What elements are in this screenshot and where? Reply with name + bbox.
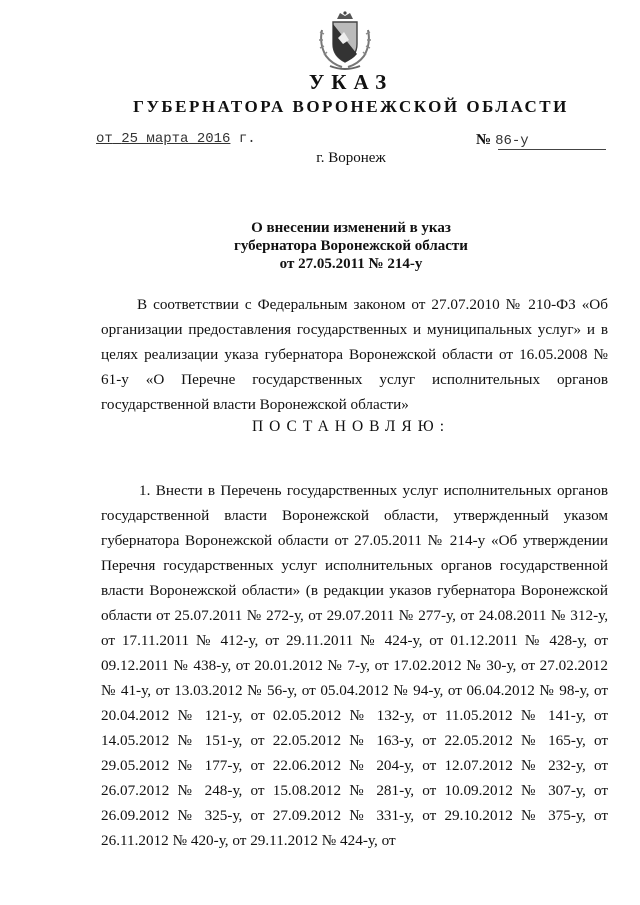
resolve-heading: ПОСТАНОВЛЯЮ: <box>251 418 451 435</box>
number-value: 86-у <box>495 133 529 149</box>
number-sign: № <box>476 132 492 148</box>
subject-line: от 27.05.2011 № 214-у <box>279 256 423 272</box>
date-suffix: г. <box>238 131 256 147</box>
date-prefix: от <box>96 131 113 147</box>
item-1-paragraph: 1. Внести в Перечень государственных услуг исполнительных органов государственной власти Воронежской области, утвержденный указом губернатора Воронежской области от 27.05.2011 № 214-у «Об утверждении Перечня государственных услуг исполнительных органов государственной власти Воронежской области» (в редакции указов губернатора Воронежской области от 25.07.2011 № 272-у, от 29.07.2011 № 277-у, от 24.08.2011 № 312-у, от 17.11.2011 № 412-у, от 29.11.2011 № 424-у, от 01.12.2011 № 428-у, от 09.12.2011 № 438-у, от 20.01.2012 № 7-у, от 17.02.2012 № 30-у, от 27.02.2012 № 41-у, от 13.03.2012 № 56-у, от 05.04.2012 № 94-у, от 06.04.2012 № 98-у, от 20.04.2012 № 121-у, от 02.05.2012 № 132-у, от 11.05.2012 № 141-у, от 14.05.2012 № 151-у, от 22.05.2012 № 163-у, от 22.05.2012 № 165-у, от 29.05.2012 № 177-у, от 22.06.2012 № 204-у, от 12.07.2012 № 232-у, от 26.07.2012 № 248-у, от 15.08.2012 № 281-у, от 10.09.2012 № 307-у, от 26.09.2012 № 325-у, от 27.09.2012 № 331-у, от 29.10.2012 № 375-у, от 26.11.2012 № 420-у, от 29.11.2012 № 424-у, от <box>101 482 608 849</box>
coat-of-arms-icon <box>316 10 374 72</box>
document-number <box>476 131 606 149</box>
date-value: 25 марта 2016 <box>121 131 231 147</box>
subject-line: О внесении изменений в указ <box>251 220 451 236</box>
document-date <box>96 131 256 147</box>
preamble-paragraph: В соответствии с Федеральным законом от 27.07.2010 № 210-ФЗ «Об организации предоставления государственных и муниципальных услуг» и в целях реализации указа губернатора Воронежской области от 16.05.2008 № 61-у «О Перечне государственных услуг исполнительных органов государственной власти Воронежской области» <box>101 296 608 413</box>
issuer-title: ГУБЕРНАТОРА ВОРОНЕЖСКОЙ ОБЛАСТИ <box>133 97 569 116</box>
subject-line: губернатора Воронежской области <box>234 238 468 254</box>
document-type-title: УКАЗ <box>308 70 394 94</box>
city-line: г. Воронеж <box>316 150 386 166</box>
document-subject <box>0 219 640 273</box>
